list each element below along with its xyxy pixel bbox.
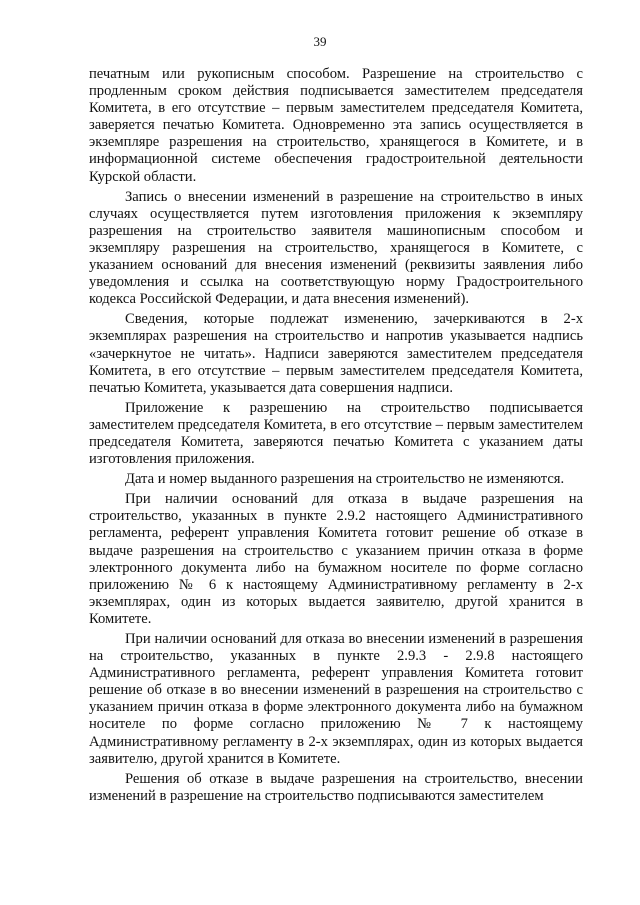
paragraph: При наличии оснований для отказа во внесении изменений в разрешения на строительство, указанных в пункте 2.9.3 - 2.9.8 настоящего Административного регламента, референт управления Комитета готовит решение об отказе в во внесении изменений в разрешения на строительство с указанием причин отказа в форме электронного документа либо на бумажном носителе по форме согласно приложению № 7 к настоящему Административному регламенту в 2-х экземплярах, один из которых выдается заявителю, другой хранится в Комитете. [89, 631, 583, 767]
paragraph: Приложение к разрешению на строительство подписывается заместителем председателя Комитета, в его отсутствие – первым заместителем председателя Комитета, заверяются печатью Комитета с указанием даты изготовления приложения. [89, 399, 583, 468]
paragraph: Сведения, которые подлежат изменению, зачеркиваются в 2-х экземплярах разрешения на строительство и напротив указывается надпись «зачеркнутое не читать». Надписи заверяются заместителем председателя Комитета, в его отсутствие – первым заместителем председателя Комитета, печатью Комитета, указывается дата совершения надписи. [89, 311, 583, 396]
paragraph: Запись о внесении изменений в разрешение на строительство в иных случаях осуществляется путем изготовления приложения к экземпляру разрешения на строительство заявителя машинописным способом и экземпляру разрешения на строительство, хранящегося в Комитете, с указанием оснований для внесения изменений (реквизиты заявления либо уведомления и ссылка на соответствующую норму Градостроительного кодекса Российской Федерации, и дата внесения изменений). [89, 188, 583, 308]
paragraph: Дата и номер выданного разрешения на строительство не изменяются. [125, 471, 565, 488]
paragraph-continuation: печатным или рукописным способом. Разрешение на строительство с продленным сроком действия подписывается заместителем председателя Комитета, в его отсутствие – первым заместителем председателя Комитета, заверяется печатью Комитета. Одновременно эта запись осуществляется в экземпляре разрешения на строительство, хранящегося в Комитете, и в информационной системе обеспечения градостроительной деятельности Курской области. [89, 66, 583, 185]
document-body [89, 66, 583, 808]
page-number: 39 [313, 34, 327, 49]
paragraph: Решения об отказе в выдаче разрешения на строительство, внесении изменений в разрешение на строительство подписываются заместителем [89, 770, 583, 804]
paragraph: При наличии оснований для отказа в выдаче разрешения на строительство, указанных в пункте 2.9.2 настоящего Административного регламента, референт управления Комитета готовит решение об отказе в выдаче разрешения на строительство с указанием причин отказа в форме электронного документа либо на бумажном носителе по форме согласно приложению № 6 к настоящему Административному регламенту в 2-х экземплярах, один из которых выдается заявителю, другой хранится в Комитете. [89, 491, 583, 627]
